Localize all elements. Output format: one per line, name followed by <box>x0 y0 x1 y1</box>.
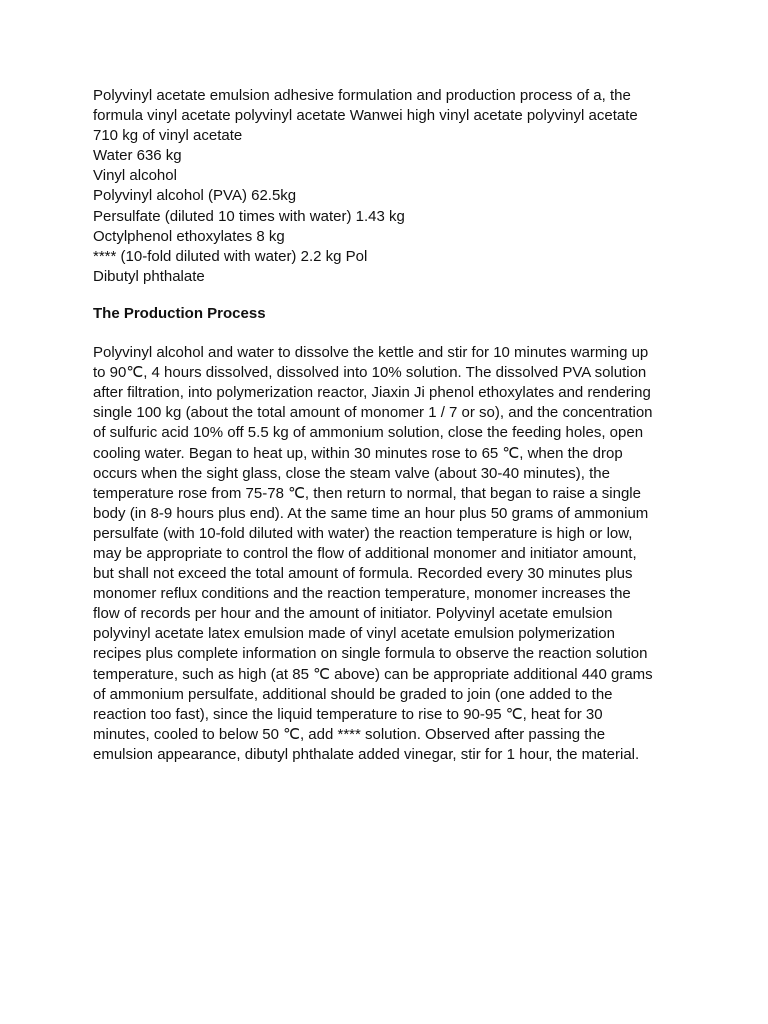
ingredient-line: 710 kg of vinyl acetate <box>93 127 243 145</box>
ingredient-line: Persulfate (diluted 10 times with water) 1.43 kg <box>93 207 405 225</box>
process-line: Polyvinyl alcohol and water to dissolve the kettle and stir for 10 minutes warming up <box>93 344 649 362</box>
ingredient-line: **** (10-fold diluted with water) 2.2 kg Pol <box>93 247 368 265</box>
process-line: but shall not exceed the total amount of formula. Recorded every 30 minutes plus <box>93 565 633 583</box>
process-line: after filtration, into polymerization reactor, Jiaxin Ji phenol ethoxylates and rendering <box>93 384 651 402</box>
section-heading: The Production Process <box>93 304 266 322</box>
intro-line: Polyvinyl acetate emulsion adhesive formulation and production process of a, the <box>93 87 631 104</box>
document-page <box>93 86 677 765</box>
process-line: emulsion appearance, dibutyl phthalate added vinegar, stir for 1 hour, the material. <box>93 745 640 763</box>
process-line: occurs when the sight glass, close the steam valve (about 30-40 minutes), the <box>93 464 610 482</box>
process-line: minutes, cooled to below 50 ℃, add **** solution. Observed after passing the <box>93 725 606 743</box>
process-line: may be appropriate to control the flow of additional monomer and initiator amount, <box>93 544 637 562</box>
ingredient-line: Polyvinyl alcohol (PVA) 62.5kg <box>93 187 297 205</box>
process-line: temperature, such as high (at 85 ℃ above) can be appropriate additional 440 grams <box>93 665 653 683</box>
ingredient-line: Dibutyl phthalate <box>93 267 205 285</box>
ingredient-line: Vinyl alcohol <box>93 167 177 185</box>
process-line: temperature rose from 75-78 ℃, then return to normal, that began to raise a single <box>93 484 641 502</box>
process-line: cooling water. Began to heat up, within 30 minutes rose to 65 ℃, when the drop <box>93 444 623 462</box>
process-line: reaction too fast), since the liquid temperature to rise to 90-95 ℃, heat for 30 <box>93 705 603 723</box>
intro-line: formula vinyl acetate polyvinyl acetate Wanwei high vinyl acetate polyvinyl acetate <box>93 107 638 125</box>
process-line: body (in 8-9 hours plus end). At the same time an hour plus 50 grams of ammonium <box>93 504 649 522</box>
process-line: recipes plus complete information on single formula to observe the reaction solution <box>93 645 648 663</box>
process-line: of ammonium persulfate, additional should be graded to join (one added to the <box>93 685 613 703</box>
process-line: monomer reflux conditions and the reaction temperature, monomer increases the <box>93 585 631 603</box>
process-line: of sulfuric acid 10% off 5.5 kg of ammonium solution, close the feeding holes, open <box>93 424 644 442</box>
ingredient-line: Octylphenol ethoxylates 8 kg <box>93 227 285 245</box>
process-line: polyvinyl acetate latex emulsion made of vinyl acetate emulsion polymerization <box>93 625 615 643</box>
formulation-list <box>93 86 677 287</box>
process-paragraph <box>93 343 677 765</box>
process-line: persulfate (with 10-fold diluted with water) the reaction temperature is high or low, <box>93 524 633 542</box>
process-line: to 90℃, 4 hours dissolved, dissolved into 10% solution. The dissolved PVA solution <box>93 364 647 382</box>
process-line: flow of records per hour and the amount of initiator. Polyvinyl acetate emulsion <box>93 605 613 623</box>
ingredient-line: Water 636 kg <box>93 147 182 165</box>
process-line: single 100 kg (about the total amount of monomer 1 / 7 or so), and the concentration <box>93 404 653 422</box>
